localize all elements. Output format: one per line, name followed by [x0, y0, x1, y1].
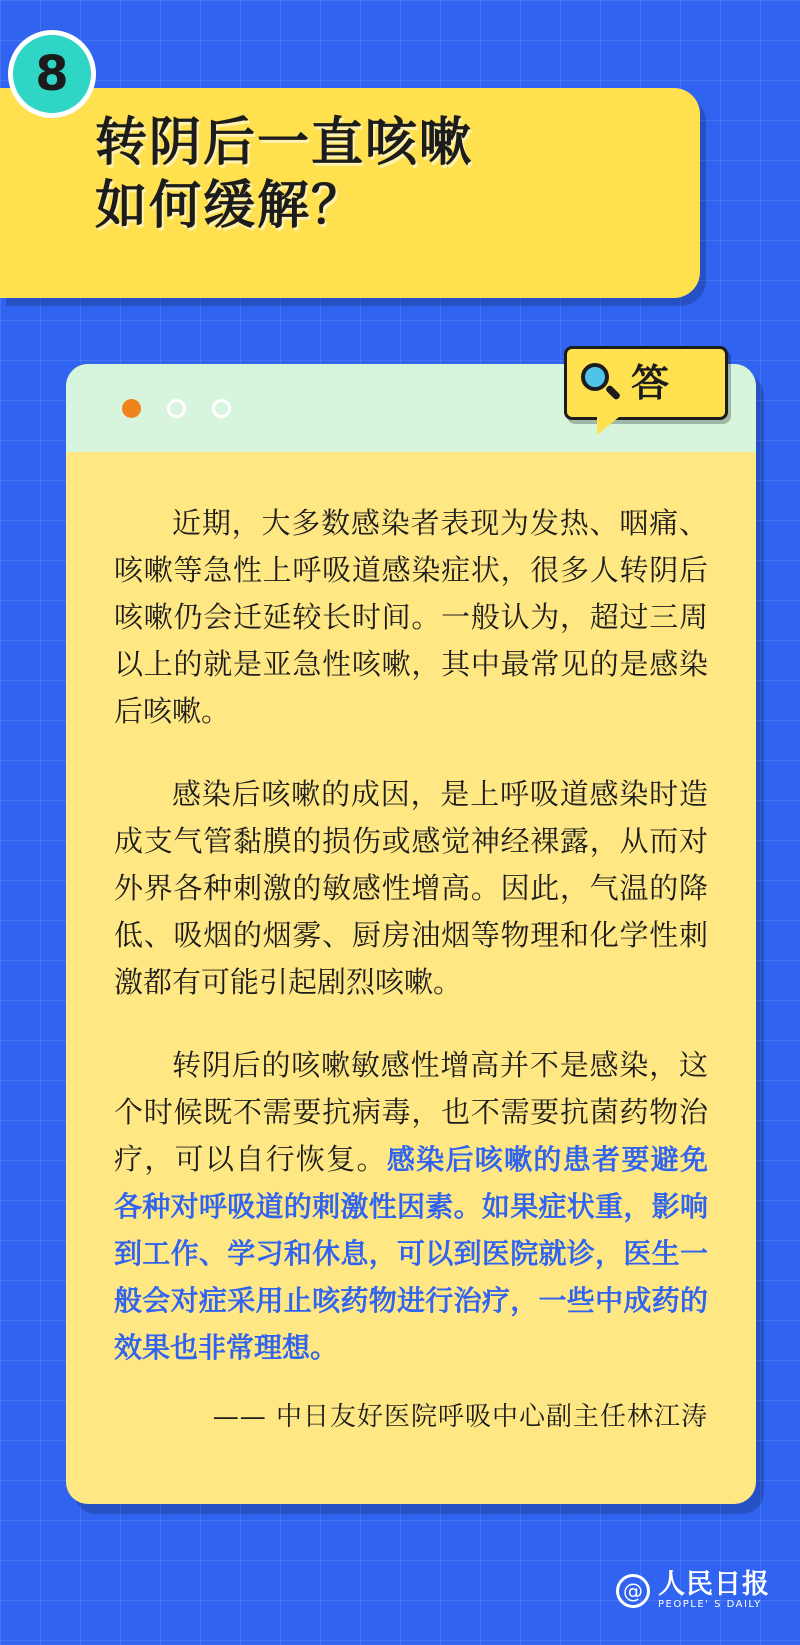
- answer-tag: [564, 346, 728, 420]
- question-number: 8: [35, 46, 69, 102]
- paragraph-3-highlight: 感染后咳嗽的患者要避免各种对呼吸道的刺激性因素。如果症状重，影响到工作、学习和休息，可以到医院就诊，医生一般会对症采用止咳药物进行治疗，一些中成药的效果也非常理想。: [114, 1142, 708, 1364]
- paragraph-1: 近期，大多数感染者表现为发热、咽痛、咳嗽等急性上呼吸道感染症状，很多人转阴后咳嗽仍会迁延较长时间。一般认为，超过三周以上的就是亚急性咳嗽，其中最常见的是感染后咳嗽。: [114, 506, 708, 728]
- brand-text: [658, 1568, 770, 1611]
- brand-name-en: PEOPLE' S DAILY: [658, 1599, 762, 1610]
- window-dot-close: [122, 399, 141, 418]
- page-title-line1: 转阴后一直咳嗽: [95, 113, 474, 173]
- answer-tag-label: 答: [631, 361, 670, 405]
- paragraph-2: 感染后咳嗽的成因，是上呼吸道感染时造成支气管黏膜的损伤或感觉神经裸露，从而对外界各种刺激的敏感性增高。因此，气温的降低、吸烟的烟雾、厨房油烟等物理和化学性刺激都有可能引起剧烈咳嗽。: [114, 776, 708, 999]
- answer-card: [66, 361, 756, 1504]
- paragraph-3-normal: 转阴后的咳嗽敏感性增高并不是感染，这个时候既不需要抗病毒，也不需要抗菌药物治疗，可以自行恢复。: [114, 1047, 708, 1176]
- brand-logo: [616, 1568, 770, 1611]
- paragraph-3: [114, 1042, 708, 1371]
- question-number-badge: [8, 30, 96, 118]
- page-title: [95, 112, 695, 239]
- window-dot-minimize: [167, 399, 186, 418]
- page-title-line2: 如何缓解？: [95, 176, 366, 237]
- magnifier-icon: [579, 361, 623, 405]
- card-body: [66, 452, 756, 1473]
- signature: —— 中日友好医院呼吸中心副主任林江涛: [212, 1402, 708, 1433]
- at-icon: @: [616, 1574, 650, 1608]
- window-dot-maximize: [212, 399, 231, 418]
- brand-name-cn: 人民日报: [658, 1568, 770, 1600]
